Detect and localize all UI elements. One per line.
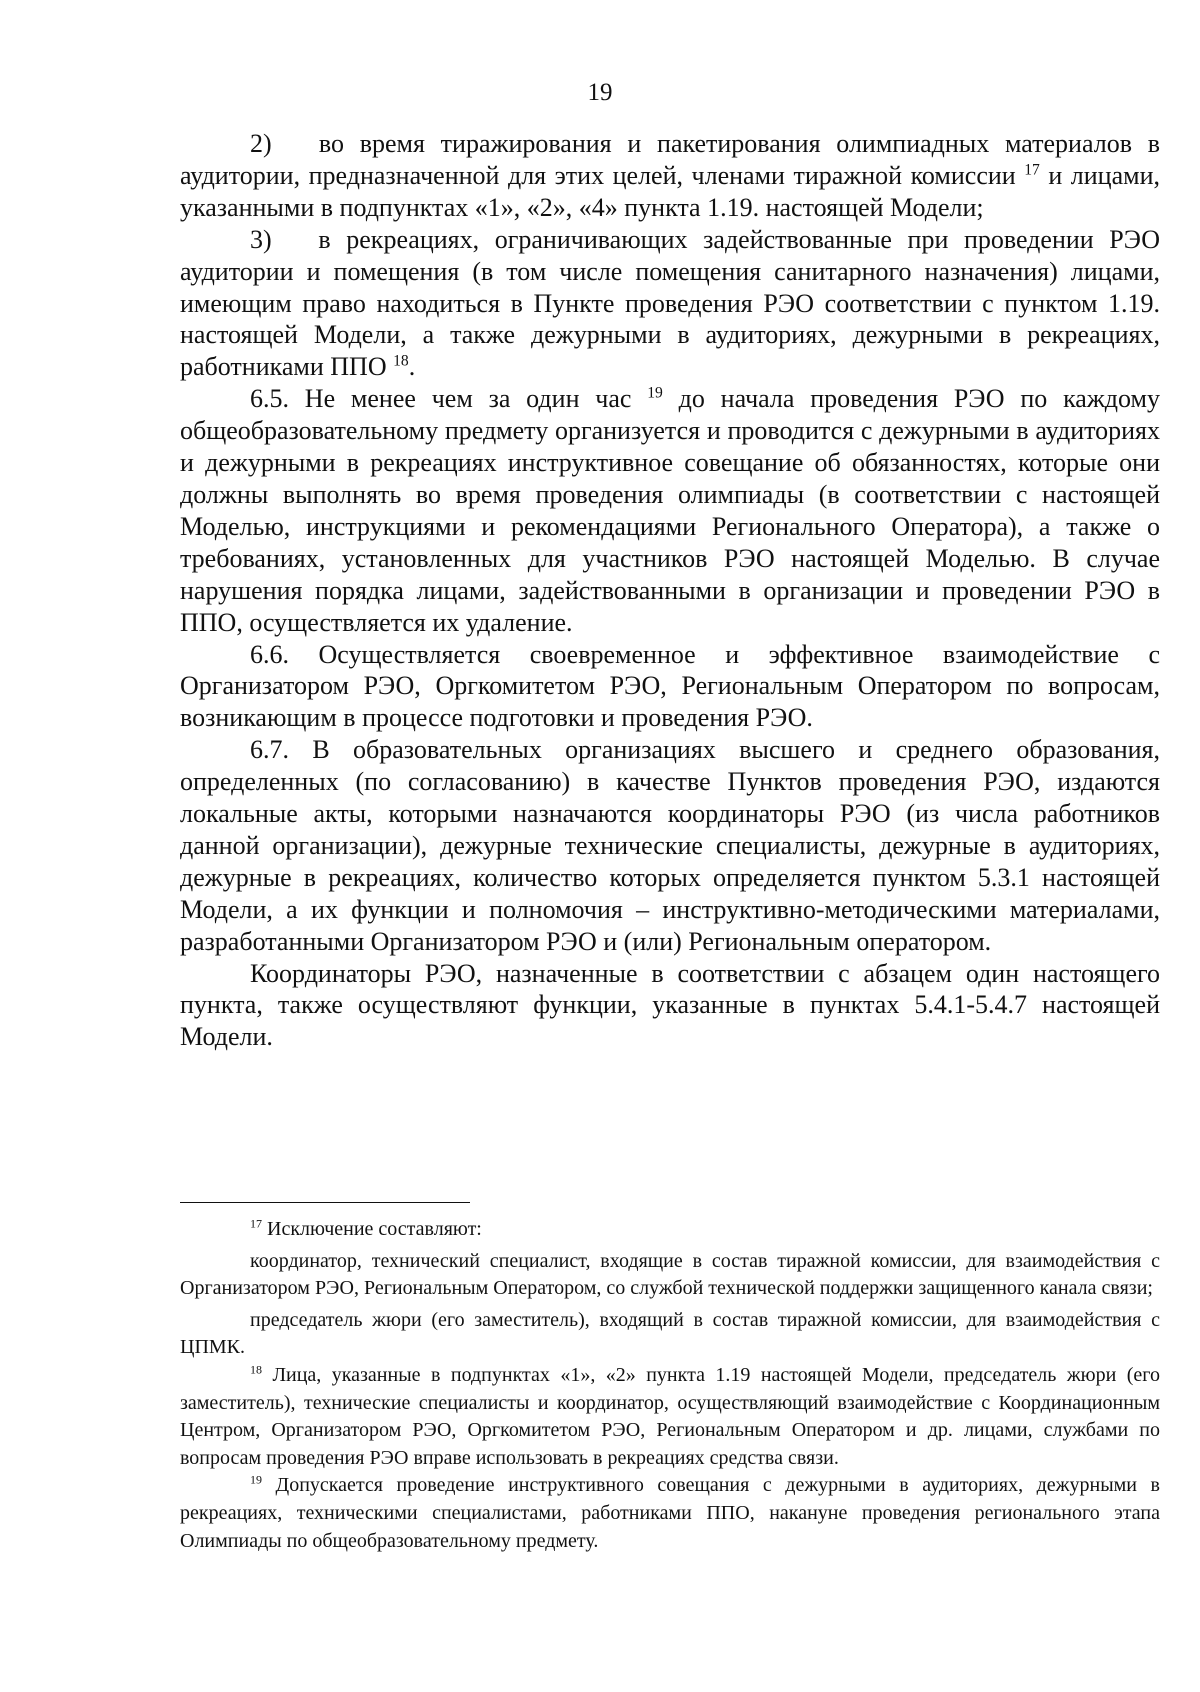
paragraph-text: Координаторы РЭО, назначенные в соответствии с абзацем один настоящего пункта, также осуществляют функции, указанные в пунктах 5.4.1-5.4.7 настоящей Модели. [180, 958, 1160, 1052]
footnote-divider [180, 1202, 470, 1203]
footnote-17-item-2 [180, 1307, 1160, 1362]
paragraph-item-3 [180, 224, 1160, 384]
footnote-text: координатор, технический специалист, входящие в состав тиражной комиссии, для взаимодействия с Организатором РЭО, Региональным Оператором, со службой технической поддержки защищенного канала связи; [180, 1249, 1160, 1300]
paragraph-text: 6.6. Осуществляется своевременное и эффективное взаимодействие с Организатором РЭО, Оргкомитетом РЭО, Региональным Оператором по вопросам, возникающим в процессе подготовки и проведения РЭО. [180, 639, 1160, 733]
footnotes [180, 1216, 1160, 1555]
footnote-18 [180, 1362, 1160, 1472]
footnote-number: 18 [250, 1362, 262, 1377]
footnote-number: 19 [250, 1472, 262, 1487]
paragraph-6-7 [180, 734, 1160, 957]
footnote-ref-17: 17 [1024, 161, 1040, 179]
paragraph-text: 6.5. Не менее чем за один час [250, 384, 648, 414]
paragraph-coordinators [180, 958, 1160, 1054]
footnote-19 [180, 1472, 1160, 1555]
footnote-17 [180, 1216, 1160, 1244]
paragraph-text: 2) во время тиражирования и пакетирования олимпиадных материалов в аудитории, предназначенной для этих целей, членами тиражной комиссии [180, 129, 1160, 190]
footnote-ref-19: 19 [647, 384, 663, 402]
paragraph-6-5 [180, 383, 1160, 638]
paragraph-6-6 [180, 639, 1160, 735]
paragraph-text: 6.7. В образовательных организациях высшего и среднего образования, определенных (по согласованию) в качестве Пунктов проведения РЭО, издаются локальные акты, которыми назначаются координаторы РЭО (из числа работников данной организации), дежурные технические специалисты, дежурные в аудиториях, дежурные в рекреациях, количество которых определяется пунктом 5.3.1 настоящей Модели, а их функции и полномочия – инструктивно-методическими материалами, разработанными Организатором РЭО и (или) Региональным оператором. [180, 735, 1160, 956]
footnote-ref-18: 18 [393, 352, 409, 370]
page-number: 19 [587, 79, 613, 106]
paragraph-text: и лицами, указанными в подпунктах «1», «2», «4» пункта 1.19. настоящей Модели; [180, 160, 1160, 222]
main-text [180, 128, 1160, 1053]
footnote-17-item-1 [180, 1248, 1160, 1303]
footnote-text: Исключение составляют: [262, 1218, 482, 1240]
paragraph-item-2 [180, 128, 1160, 224]
footnote-text: Допускается проведение инструктивного совещания с дежурными в аудиториях, дежурными в рекреациях, техническими специалистами, работниками ППО, накануне проведения регионального этапа Олимпиады по общеобразовательному предмету. [180, 1474, 1160, 1552]
paragraph-text: 3) в рекреациях, ограничивающих задействованные при проведении РЭО аудитории и помещения (в том числе помещения санитарного назначения) лицами, имеющим право находиться в Пункте проведения РЭО соответствии с пунктом 1.19. настоящей Модели, а также дежурными в аудиториях, дежурными в рекреациях, работниками ППО [180, 224, 1160, 382]
paragraph-text: до начала проведения РЭО по каждому общеобразовательному предмету организуется и проводится с дежурными в аудиториях и дежурными в рекреациях инструктивное совещание об обязанностях, которые они должны выполнять во время проведения олимпиады (в соответствии с настоящей Моделью, инструкциями и рекомендациями Регионального Оператора), а также о требованиях, установленных для участников РЭО настоящей Моделью. В случае нарушения порядка лицами, задействованными в организации и проведении РЭО в ППО, осуществляется их удаление. [180, 384, 1160, 637]
footnote-text: Лица, указанные в подпунктах «1», «2» пункта 1.19 настоящей Модели, председатель жюри (его заместитель), технические специалисты и координатор, осуществляющий взаимодействие с Координационным Центром, Организатором РЭО, Оргкомитетом РЭО, Региональным Оператором и др. лицами, службами по вопросам проведения РЭО вправе использовать в рекреациях средства связи. [180, 1363, 1160, 1469]
footnote-number: 17 [250, 1216, 262, 1231]
paragraph-text: . [408, 352, 416, 382]
footnote-text: председатель жюри (его заместитель), входящий в состав тиражной комиссии, для взаимодействия с ЦПМК. [180, 1308, 1160, 1359]
